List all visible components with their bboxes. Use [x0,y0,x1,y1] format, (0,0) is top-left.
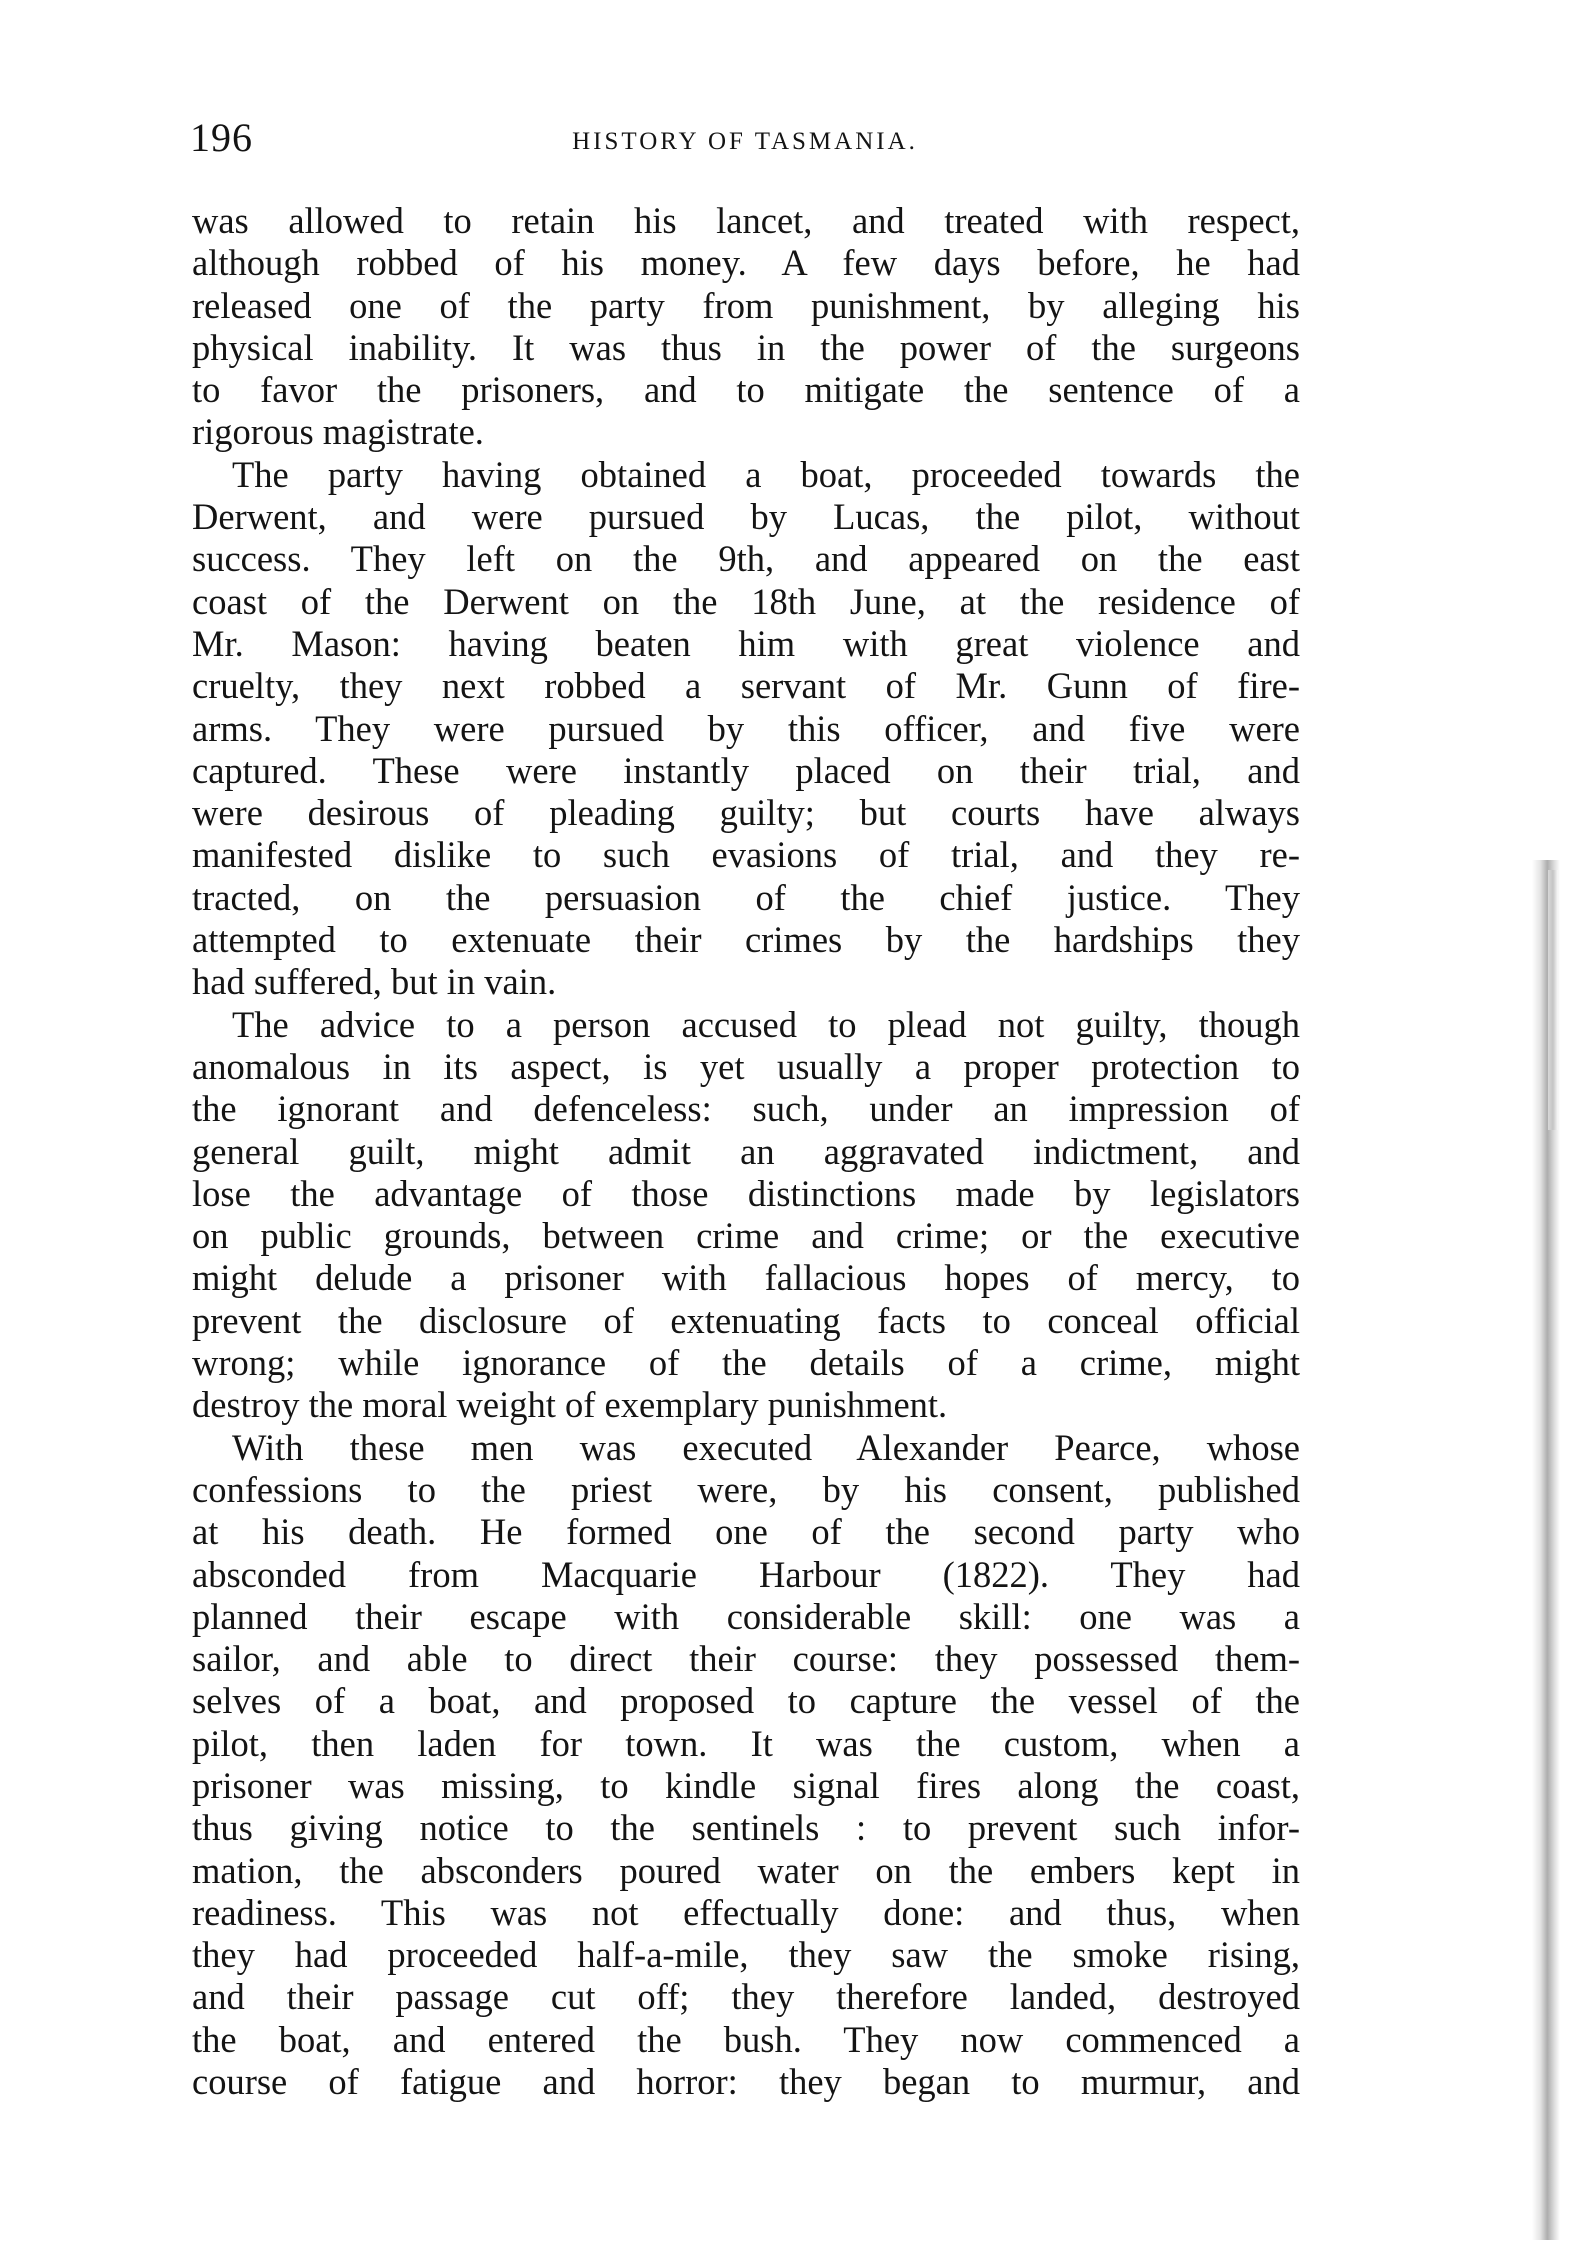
text-line: anomalous in its aspect, is yet usually a proper protection to [192,1045,1300,1087]
text-line: coast of the Derwent on the 18th June, at the residence of [192,580,1300,622]
text-line: Derwent, and were pursued by Lucas, the pilot, without [192,496,1300,538]
running-head: HISTORY OF TASMANIA. [572,128,918,155]
text-line: attempted to extenuate their crimes by the hardships they [192,919,1300,961]
paragraph-first-line: The advice to a person accused to plead not guilty, though [232,1003,1300,1045]
text-line: at his death. He formed one of the second party who [192,1511,1300,1553]
text-line: rigorous magistrate. [192,411,484,453]
text-line: on public grounds, between crime and crime; or the executive [192,1215,1300,1257]
text-line: pilot, then laden for town. It was the custom, when a [192,1722,1300,1764]
text-line: sailor, and able to direct their course: they possessed them- [192,1638,1300,1680]
text-line: physical inability. It was thus in the power of the surgeons [192,326,1300,368]
text-line: absconded from Macquarie Harbour (1822). They had [192,1553,1300,1595]
text-line: wrong; while ignorance of the details of a crime, might [192,1342,1300,1384]
text-line: they had proceeded half-a-mile, they saw the smoke rising, [192,1934,1300,1976]
text-line: prevent the disclosure of extenuating facts to conceal official [192,1299,1300,1341]
text-line: released one of the party from punishment, by alleging his [192,284,1300,326]
text-line: general guilt, might admit an aggravated indictment, and [192,1130,1300,1172]
text-line: readiness. This was not effectually done: and thus, when [192,1891,1300,1933]
text-line: manifested dislike to such evasions of trial, and they re- [192,834,1300,876]
text-line: and their passage cut off; they therefore landed, destroyed [192,1976,1300,2018]
text-line: planned their escape with considerable skill: one was a [192,1595,1300,1637]
text-line: the boat, and entered the bush. They now commenced a [192,2018,1300,2060]
text-line: success. They left on the 9th, and appeared on the east [192,538,1300,580]
body-text [192,200,1300,2103]
text-line: cruelty, they next robbed a servant of Mr. Gunn of fire- [192,665,1300,707]
text-line: the ignorant and defenceless: such, under an impression of [192,1088,1300,1130]
text-line: tracted, on the persuasion of the chief justice. They [192,876,1300,918]
text-line: thus giving notice to the sentinels : to prevent such infor- [192,1807,1300,1849]
text-line: confessions to the priest were, by his consent, published [192,1468,1300,1510]
text-line: might delude a prisoner with fallacious hopes of mercy, to [192,1257,1300,1299]
text-line: captured. These were instantly placed on their trial, and [192,749,1300,791]
text-line: had suffered, but in vain. [192,961,557,1003]
binding-edge-speckle [1548,870,1558,1130]
page-number: 196 [190,115,253,160]
text-line: was allowed to retain his lancet, and treated with respect, [192,200,1300,241]
text-line: prisoner was missing, to kindle signal fires along the coast, [192,1764,1300,1806]
text-line: although robbed of his money. A few days before, he had [192,242,1300,284]
paragraph-first-line: The party having obtained a boat, proceeded towards the [232,453,1300,495]
text-line: lose the advantage of those distinctions made by legislators [192,1172,1300,1214]
text-line: destroy the moral weight of exemplary punishment. [192,1384,948,1426]
text-line: course of fatigue and horror: they began to murmur, and [192,2061,1300,2103]
text-line: were desirous of pleading guilty; but courts have always [192,792,1300,834]
page-header [190,112,1300,164]
text-line: arms. They were pursued by this officer, and five were [192,707,1300,749]
text-line: selves of a boat, and proposed to capture the vessel of the [192,1680,1300,1722]
text-line: Mr. Mason: having beaten him with great violence and [192,622,1300,664]
text-line: to favor the prisoners, and to mitigate the sentence of a [192,369,1300,411]
paragraph-first-line: With these men was executed Alexander Pearce, whose [232,1426,1300,1468]
text-line: mation, the absconders poured water on the embers kept in [192,1849,1300,1891]
